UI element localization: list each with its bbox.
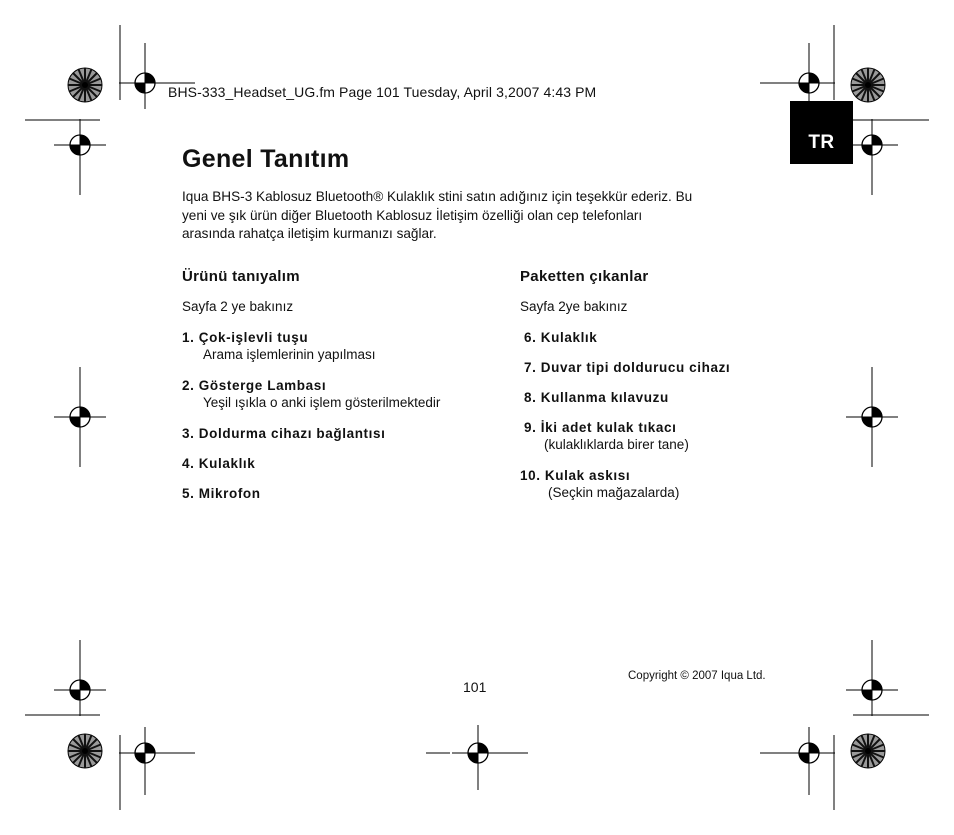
list-item [520, 389, 820, 406]
section-heading: Ürünü tanıyalım [182, 268, 300, 285]
item-title: 9. İki adet kulak tıkacı [524, 420, 677, 435]
item-title: 7. Duvar tipi doldurucu cihazı [524, 360, 731, 375]
item-description: Arama işlemlerinin yapılması [203, 347, 376, 362]
package-contents-section [520, 268, 820, 515]
item-title: 5. Mikrofon [182, 486, 261, 501]
copyright-notice: Copyright © 2007 Iqua Ltd. [628, 670, 766, 682]
list-item [520, 329, 820, 346]
list-item [182, 377, 502, 412]
intro-line: yeni ve şık ürün diğer Bluetooth Kablosuz İletişim özelliği olan cep telefonları [182, 207, 643, 223]
item-title: 10. Kulak askısı [520, 468, 631, 483]
list-item [520, 419, 820, 454]
list-item [182, 329, 502, 364]
item-title: 2. Gösterge Lambası [182, 378, 327, 393]
list-item [520, 467, 820, 502]
intro-line: arasında rahatça iletişim kurmanızı sağlar. [182, 226, 437, 242]
item-description: Yeşil ışıkla o anki işlem gösterilmektedir [203, 395, 441, 410]
item-title: 6. Kulaklık [524, 330, 598, 345]
item-description: (Seçkin mağazalarda) [548, 485, 680, 500]
section-heading: Paketten çıkanlar [520, 268, 649, 285]
list-item [520, 359, 820, 376]
list-item [182, 425, 502, 442]
item-description: (kulaklıklarda birer tane) [544, 437, 689, 452]
intro-line: Iqua BHS-3 Kablosuz Bluetooth® Kulaklık stini satın adığınız için teşekkür ederiz. Bu [182, 189, 693, 204]
page-reference: Sayfa 2ye bakınız [520, 299, 628, 314]
file-header: BHS-333_Headset_UG.fm Page 101 Tuesday, April 3,2007 4:43 PM [168, 84, 597, 100]
language-tab-label: TR [808, 132, 835, 153]
item-title: 3. Doldurma cihazı bağlantısı [182, 426, 386, 441]
intro-paragraph [182, 188, 802, 244]
language-tab [790, 101, 853, 164]
page-number: 101 [463, 679, 487, 695]
product-overview-section [182, 268, 502, 515]
list-item [182, 485, 502, 502]
item-title: 4. Kulaklık [182, 456, 256, 471]
page-reference: Sayfa 2 ye bakınız [182, 299, 294, 314]
page-title: Genel Tanıtım [182, 145, 350, 173]
item-title: 1. Çok-işlevli tuşu [182, 330, 309, 345]
list-item [182, 455, 502, 472]
item-title: 8. Kullanma kılavuzu [524, 390, 669, 405]
